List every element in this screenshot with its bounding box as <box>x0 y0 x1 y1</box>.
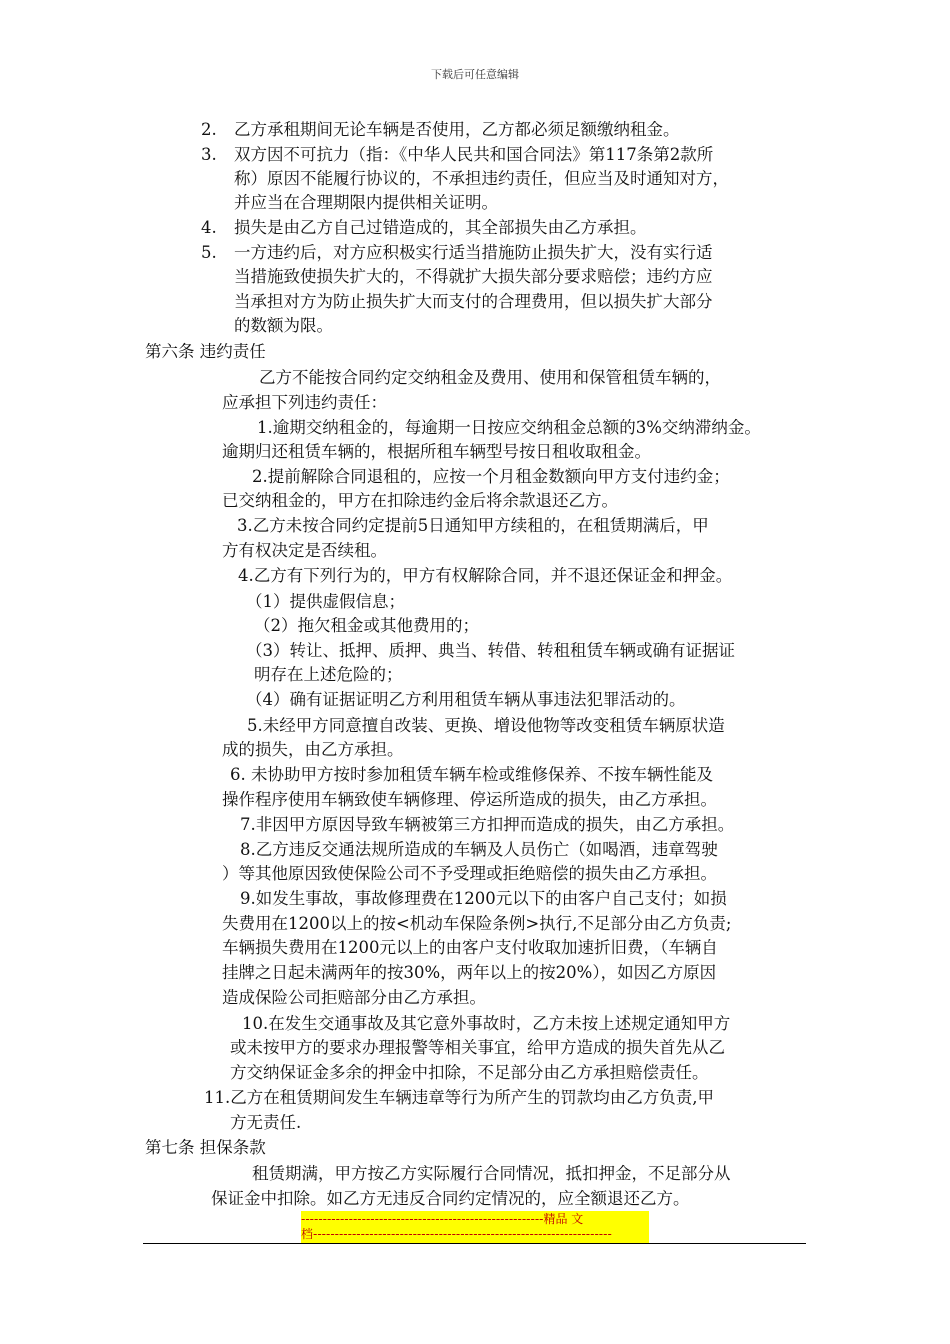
paragraph-line: （4）确有证据证明乙方利用租赁车辆从事违法犯罪活动的。 <box>246 690 686 709</box>
paragraph-line: 失费用在1200以上的按<机动车保险条例>执行,不足部分由乙方负责; <box>222 914 732 933</box>
paragraph-line: 7.非因甲方原因导致车辆被第三方扣押而造成的损失，由乙方承担。 <box>240 815 735 834</box>
paragraph-line: 租赁期满，甲方按乙方实际履行合同情况，抵扣押金，不足部分从 <box>252 1164 731 1183</box>
item-text: 一方违约后，对方应积极实行适当措施防止损失扩大，没有实行适 <box>234 243 713 262</box>
paragraph-line: 4.乙方有下列行为的，甲方有权解除合同，并不退还保证金和押金。 <box>238 566 733 585</box>
item-text: 双方因不可抗力（指：《中华人民共和国合同法》第117条第2款所 <box>234 145 714 164</box>
footer-watermark-line2: 档--------------------------------------------------------------------- <box>301 1227 612 1241</box>
item-number: 3. <box>201 145 217 164</box>
paragraph-line: 挂牌之日起未满两年的按30%，两年以上的按20%），如因乙方原因 <box>222 963 717 982</box>
paragraph-line: 方无责任. <box>230 1113 302 1132</box>
paragraph-line: 逾期归还租赁车辆的，根据所租车辆型号按日租收取租金。 <box>222 442 651 461</box>
paragraph-line: 10.在发生交通事故及其它意外事故时，乙方未按上述规定通知甲方 <box>242 1014 731 1033</box>
item-text: 损失是由乙方自己过错造成的，其全部损失由乙方承担。 <box>234 218 647 237</box>
footer-watermark-line1: --------------------------------------------------------精品 文 <box>301 1212 584 1226</box>
paragraph-line: 5.未经甲方同意擅自改装、更换、增设他物等改变租赁车辆原状造 <box>247 716 725 735</box>
paragraph-line: 造成保险公司拒赔部分由乙方承担。 <box>222 988 486 1007</box>
paragraph-line: 9.如发生事故，事故修理费在1200元以下的由客户自己支付；如损 <box>240 889 727 908</box>
paragraph-line: 11.乙方在租赁期间发生车辆违章等行为所产生的罚款均由乙方负责,甲 <box>204 1088 714 1107</box>
paragraph-line: （1）提供虚假信息； <box>246 592 405 611</box>
footer-rule <box>143 1243 806 1244</box>
item-text: 当措施致使损失扩大的，不得就扩大损失部分要求赔偿；违约方应 <box>234 267 713 286</box>
item-text: 称）原因不能履行协议的，不承担违约责任，但应当及时通知对方， <box>234 169 729 188</box>
paragraph-line: ）等其他原因致使保险公司不予受理或拒绝赔偿的损失由乙方承担。 <box>222 864 717 883</box>
item-number: 2. <box>201 120 217 139</box>
paragraph-line: 操作程序使用车辆致使车辆修理、停运所造成的损失，由乙方承担。 <box>222 790 717 809</box>
paragraph-line: 保证金中扣除。如乙方无违反合同约定情况的，应全额退还乙方。 <box>211 1189 690 1208</box>
paragraph-line: 方有权决定是否续租。 <box>222 541 387 560</box>
paragraph-line: 3.乙方未按合同约定提前5日通知甲方续租的，在租赁期满后，甲 <box>237 516 709 535</box>
paragraph-line: 2.提前解除合同退租的，应按一个月租金数额向甲方支付违约金； <box>252 467 730 486</box>
paragraph-line: 乙方不能按合同约定交纳租金及费用、使用和保管租赁车辆的， <box>259 368 721 387</box>
paragraph-line: 或未按甲方的要求办理报警等相关事宜，给甲方造成的损失首先从乙 <box>230 1038 725 1057</box>
article-7-title: 第七条 担保条款 <box>145 1138 266 1157</box>
page-header: 下载后可任意编辑 <box>431 68 519 81</box>
paragraph-line: 方交纳保证金多余的押金中扣除，不足部分由乙方承担赔偿责任。 <box>230 1063 709 1082</box>
item-text: 的数额为限。 <box>234 316 333 335</box>
paragraph-line: 8.乙方违反交通法规所造成的车辆及人员伤亡（如喝酒，违章驾驶 <box>240 840 718 859</box>
paragraph-line: （3）转让、抵押、质押、典当、转借、转租租赁车辆或确有证据证 <box>246 641 735 660</box>
paragraph-line: 应承担下列违约责任： <box>222 393 387 412</box>
paragraph-line: 明存在上述危险的； <box>254 665 403 684</box>
article-6-title: 第六条 违约责任 <box>145 342 266 361</box>
item-text: 并应当在合理期限内提供相关证明。 <box>234 193 498 212</box>
item-text: 当承担对方为防止损失扩大而支付的合理费用，但以损失扩大部分 <box>234 292 713 311</box>
paragraph-line: 6. 未协助甲方按时参加租赁车辆车检或维修保养、不按车辆性能及 <box>230 765 713 784</box>
paragraph-line: 成的损失，由乙方承担。 <box>222 740 404 759</box>
item-number: 5. <box>201 243 217 262</box>
paragraph-line: 车辆损失费用在1200元以上的由客户支付收取加速折旧费，（车辆自 <box>222 938 718 957</box>
item-text: 乙方承租期间无论车辆是否使用，乙方都必须足额缴纳租金。 <box>234 120 680 139</box>
paragraph-line: （2）拖欠租金或其他费用的； <box>254 616 479 635</box>
paragraph-line: 已交纳租金的，甲方在扣除违约金后将余款退还乙方。 <box>222 491 618 510</box>
item-number: 4. <box>201 218 217 237</box>
paragraph-line: 1.逾期交纳租金的，每逾期一日按应交纳租金总额的3%交纳滞纳金。 <box>257 418 761 437</box>
